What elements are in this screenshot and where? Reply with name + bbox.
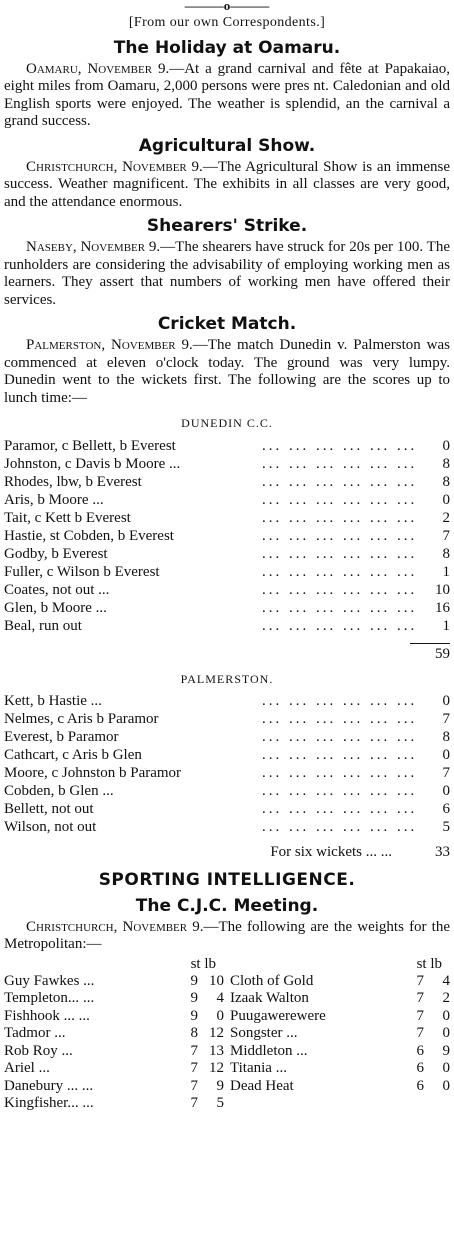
- score-row: [4, 491, 450, 509]
- leader-dots: ... ... ... ... ... ...: [262, 801, 418, 817]
- batsman: Fuller, c Wilson b Everest: [4, 563, 160, 580]
- weight-pounds: 5: [216, 1095, 224, 1111]
- leader-dots: ... ... ... ... ... ...: [262, 693, 418, 709]
- batsman: Cobden, b Glen ...: [4, 783, 114, 799]
- runs: 0: [442, 437, 450, 454]
- article-body: [4, 159, 450, 212]
- runs: 1: [442, 617, 450, 634]
- dateline: Naseby, November 9.: [26, 239, 161, 255]
- weight-stone: 9: [190, 1007, 198, 1024]
- runs: 5: [442, 819, 450, 835]
- horse-name: Puugawerewere: [230, 1007, 326, 1024]
- score-row: [4, 617, 450, 635]
- dateline: Christchurch, November 9.: [26, 918, 204, 935]
- batsman: Beal, run out: [4, 617, 82, 634]
- leader-dots: ... ... ... ... ... ...: [262, 545, 418, 562]
- weight-pounds: 10: [209, 972, 224, 989]
- article-text: —The match Dunedin v. Palmerston was commenced at eleven o'clock today. The ground was very lumpy. Dunedin went to the wickets first. The following are the scores up to lunch time:—: [4, 337, 450, 406]
- leader-dots: ... ... ... ... ... ...: [262, 509, 418, 526]
- weight-stone: 8: [190, 1025, 198, 1041]
- weight-pounds: 2: [442, 990, 450, 1006]
- weight-row: [230, 1008, 450, 1026]
- weight-row: [4, 1043, 224, 1061]
- total-runs: 59: [410, 643, 450, 663]
- runs: 0: [442, 693, 450, 709]
- weight-row: [230, 1043, 450, 1061]
- weights-header: st lb: [416, 955, 442, 972]
- batsman: Everest, b Paramor: [4, 729, 119, 745]
- weight-pounds: 0: [216, 1007, 224, 1024]
- score-row: [4, 710, 450, 728]
- batsman: Glen, b Moore ...: [4, 599, 107, 616]
- runs: 7: [442, 765, 450, 781]
- score-row: [4, 473, 450, 491]
- weight-row: [230, 1025, 450, 1043]
- scorecard-palmerston: [4, 692, 450, 836]
- weight-stone: 7: [190, 1077, 198, 1094]
- dateline: Oamaru, November 9.: [26, 60, 170, 77]
- runs: 6: [442, 801, 450, 817]
- batsman: Aris, b Moore ...: [4, 491, 104, 508]
- horse-name: Danebury ... ...: [4, 1077, 94, 1094]
- leader-dots: ... ... ... ... ... ...: [262, 617, 418, 634]
- batsman: Cathcart, c Aris b Glen: [4, 747, 142, 763]
- leader-dots: ... ... ... ... ... ...: [262, 437, 418, 454]
- leader-dots: ... ... ... ... ... ...: [262, 747, 418, 763]
- article-title: Agricultural Show.: [138, 135, 316, 156]
- batsman: Moore, c Johnston b Paramor: [4, 765, 182, 781]
- batsman: Nelmes, c Aris b Paramor: [4, 711, 159, 727]
- batsman: Godby, b Everest: [4, 545, 108, 562]
- score-row: [4, 581, 450, 599]
- leader-dots: ... ... ... ... ... ...: [262, 473, 418, 490]
- score-row: [4, 728, 450, 746]
- article-holiday: [4, 38, 450, 131]
- weight-row: [4, 1060, 224, 1078]
- article-shearers: [4, 216, 450, 309]
- weight-row: [4, 973, 224, 991]
- article-title: Cricket Match.: [157, 314, 297, 334]
- weight-row: [4, 1078, 224, 1096]
- score-row: [4, 527, 450, 545]
- weight-pounds: 0: [442, 1077, 450, 1094]
- article-cjc: [4, 896, 450, 1113]
- score-row: [4, 818, 450, 836]
- weight-pounds: 0: [442, 1007, 450, 1024]
- runs: 8: [442, 473, 450, 490]
- dateline: Palmerston, November 9.: [26, 337, 193, 353]
- weight-stone: 7: [416, 1025, 424, 1041]
- team-header-palmerston: PALMERSTON.: [180, 671, 274, 686]
- weight-row: [4, 990, 224, 1008]
- score-row: [4, 764, 450, 782]
- leader-dots: ... ... ... ... ... ...: [262, 527, 418, 544]
- horse-name: Tadmor ...: [4, 1025, 66, 1041]
- horse-name: Templeton... ...: [4, 990, 95, 1006]
- weight-row: [4, 1095, 224, 1113]
- weight-stone: 7: [416, 990, 424, 1006]
- leader-dots: ... ... ... ... ... ...: [262, 765, 418, 781]
- runs: 0: [442, 747, 450, 763]
- weight-stone: 6: [416, 1060, 424, 1076]
- weight-stone: 7: [190, 1042, 198, 1059]
- leader-dots: ... ... ... ... ... ...: [262, 783, 418, 799]
- batsman: Johnston, c Davis b Moore ...: [4, 455, 181, 472]
- horse-name: Dead Heat: [230, 1077, 294, 1094]
- weight-row: [4, 1025, 224, 1043]
- score-row: [4, 800, 450, 818]
- article-body: [4, 61, 450, 131]
- leader-dots: ... ... ... ... ... ...: [262, 711, 418, 727]
- horse-name: Middleton ...: [230, 1042, 308, 1059]
- article-title: The C.J.C. Meeting.: [135, 895, 319, 916]
- batsman: Coates, not out ...: [4, 581, 110, 598]
- leader-dots: ... ... ... ... ... ...: [262, 563, 418, 580]
- batsman: Wilson, not out: [4, 819, 97, 835]
- total-row: [4, 643, 450, 663]
- article-text: —The shearers have struck for 20s per 100. The runholders are considering the advisability of employing working men as learners. They assert that numbers of working men have offered their services.: [4, 239, 450, 308]
- weight-row: [4, 1008, 224, 1026]
- horse-name: Songster ...: [230, 1025, 298, 1041]
- weight-stone: 7: [416, 1007, 424, 1024]
- weight-stone: 6: [416, 1042, 424, 1059]
- section-title: SPORTING INTELLIGENCE.: [98, 870, 356, 890]
- score-row: [4, 545, 450, 563]
- score-row: [4, 692, 450, 710]
- weight-pounds: 9: [216, 1077, 224, 1094]
- weight-stone: 6: [416, 1077, 424, 1094]
- weight-pounds: 4: [442, 972, 450, 989]
- runs: 8: [442, 455, 450, 472]
- weights-table: [4, 956, 450, 1113]
- score-row: [4, 437, 450, 455]
- runs: 1: [442, 563, 450, 580]
- horse-name: Izaak Walton: [230, 990, 309, 1006]
- weight-row: [230, 973, 450, 991]
- score-row: [4, 563, 450, 581]
- weights-header: st lb: [190, 955, 216, 972]
- runs: 8: [442, 729, 450, 745]
- score-row: [4, 455, 450, 473]
- runs: 2: [442, 509, 450, 526]
- weights-column-left: [4, 956, 224, 1113]
- runs: 0: [442, 783, 450, 799]
- article-title: Shearers' Strike.: [146, 216, 308, 236]
- wickets-label: For six wickets ... ...: [270, 844, 392, 860]
- weight-pounds: 4: [216, 990, 224, 1006]
- leader-dots: ... ... ... ... ... ...: [262, 581, 418, 598]
- batsman: Hastie, st Cobden, b Everest: [4, 527, 174, 544]
- horse-name: Fishhook ... ...: [4, 1007, 90, 1024]
- runs: 10: [435, 581, 450, 598]
- score-row: [4, 599, 450, 617]
- article-title: The Holiday at Oamaru.: [113, 37, 341, 58]
- score-row: [4, 509, 450, 527]
- article-body: [4, 919, 450, 954]
- horse-name: Ariel ...: [4, 1060, 50, 1076]
- runs: 7: [442, 527, 450, 544]
- runs: 8: [442, 545, 450, 562]
- weight-row: [230, 990, 450, 1008]
- wickets-row: [4, 842, 450, 862]
- weight-stone: 9: [190, 990, 198, 1006]
- weight-row: [230, 1078, 450, 1096]
- article-body: [4, 337, 450, 407]
- leader-dots: ... ... ... ... ... ...: [262, 455, 418, 472]
- batsman: Paramor, c Bellett, b Everest: [4, 437, 176, 454]
- batsman: Rhodes, lbw, b Everest: [4, 473, 142, 490]
- article-cricket: [4, 314, 450, 862]
- weight-row: [230, 1060, 450, 1078]
- runs: 7: [442, 711, 450, 727]
- runs: 16: [435, 599, 450, 616]
- weight-stone: 7: [190, 1095, 198, 1111]
- horse-name: Cloth of Gold: [230, 972, 314, 989]
- batsman: Bellett, not out: [4, 801, 94, 817]
- scorecard-dunedin: [4, 437, 450, 635]
- weight-pounds: 9: [442, 1042, 450, 1059]
- batsman: Kett, b Hastie ...: [4, 693, 102, 709]
- score-row: [4, 782, 450, 800]
- weight-pounds: 12: [209, 1060, 224, 1076]
- source-line: [From our own Correspondents.]: [128, 15, 326, 30]
- team-header-dunedin: DUNEDIN C.C.: [181, 416, 273, 430]
- runs: 0: [442, 491, 450, 508]
- leader-dots: ... ... ... ... ... ...: [262, 491, 418, 508]
- weights-column-right: [230, 956, 450, 1113]
- horse-name: Titania ...: [230, 1060, 287, 1076]
- score-row: [4, 746, 450, 764]
- weight-pounds: 12: [209, 1025, 224, 1041]
- article-agricultural: [4, 136, 450, 212]
- total-runs: 33: [435, 844, 450, 860]
- weight-stone: 9: [190, 972, 198, 989]
- horse-name: Kingfisher... ...: [4, 1095, 94, 1111]
- batsman: Tait, c Kett b Everest: [4, 509, 131, 526]
- dateline: Christchurch, November 9.: [26, 158, 203, 175]
- leader-dots: ... ... ... ... ... ...: [262, 729, 418, 745]
- article-text: —The following are the weights for the Metropolitan:—: [4, 918, 451, 952]
- weight-pounds: 13: [209, 1042, 224, 1059]
- horse-name: Guy Fawkes ...: [4, 972, 95, 989]
- weight-stone: 7: [190, 1060, 198, 1076]
- leader-dots: ... ... ... ... ... ...: [262, 819, 418, 835]
- article-body: [4, 239, 450, 309]
- horse-name: Rob Roy ...: [4, 1042, 73, 1059]
- weight-stone: 7: [416, 972, 424, 989]
- leader-dots: ... ... ... ... ... ...: [262, 599, 418, 616]
- article-text: —The Agricultural Show is an immense success. Weather magnificent. The exhibits in all classes are very good, and the attendance enormous.: [4, 158, 451, 210]
- article-text: —At a grand carnival and fête at Papakaiao, eight miles from Oamaru, 2,000 persons were pres nt. Caledonian and old English sports were enjoyed. The weather is splendid, an the carnival a grand success.: [4, 60, 450, 129]
- weight-pounds: 0: [442, 1060, 450, 1076]
- weight-pounds: 0: [442, 1025, 450, 1041]
- ornament-divider: ———o———: [184, 0, 270, 13]
